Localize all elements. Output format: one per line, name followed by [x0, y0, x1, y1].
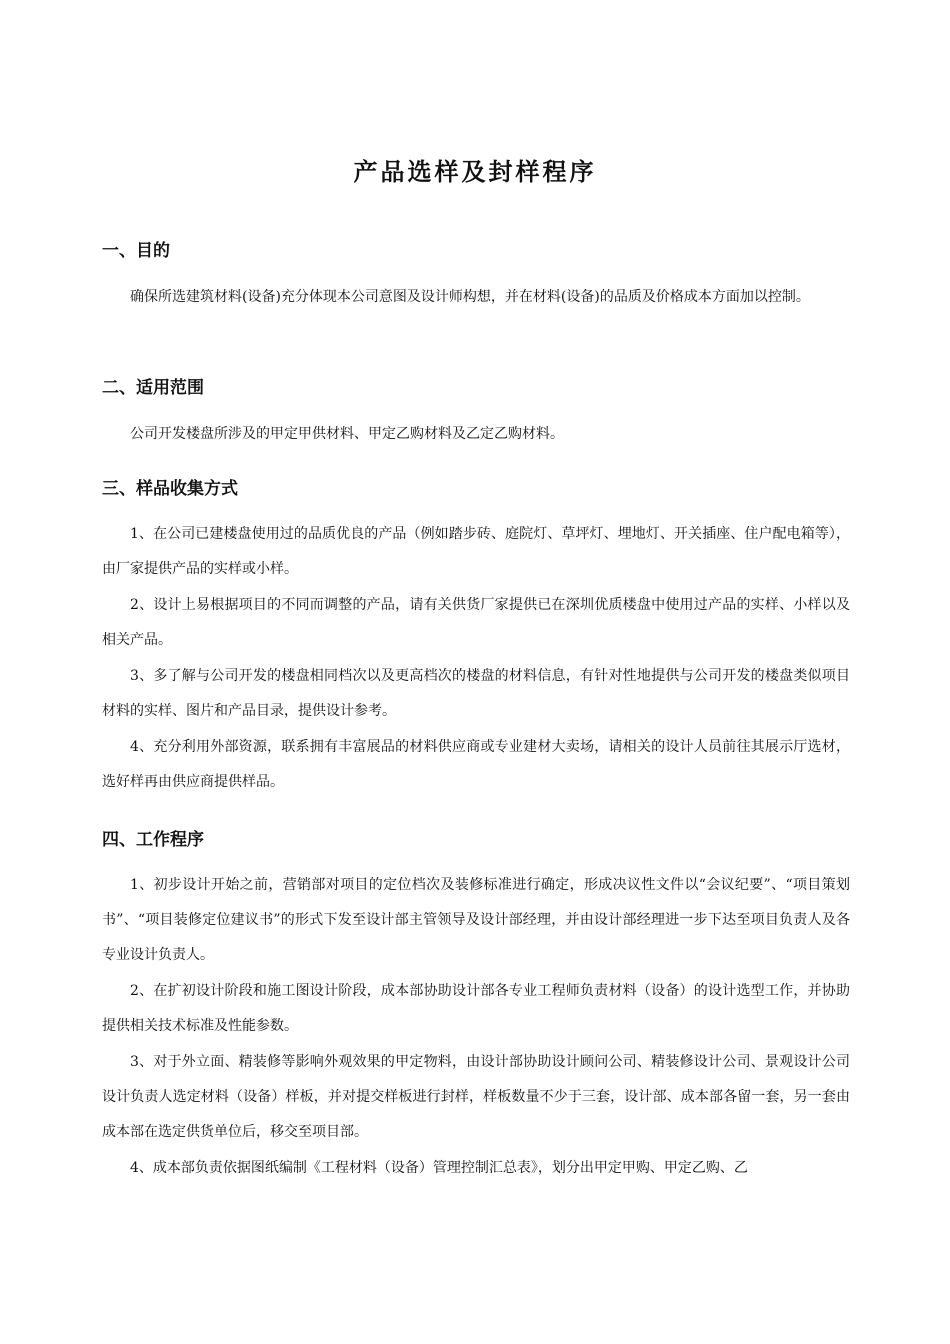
section-paragraph: 1、在公司已建楼盘使用过的品质优良的产品（例如踏步砖、庭院灯、草坪灯、埋地灯、开关插座、住户配电箱等），由厂家提供产品的实样或小样。 — [102, 526, 850, 577]
section-paragraph: 确保所选建筑材料(设备)充分体现本公司意图及设计师构想，并在材料(设备)的品质及价格成本方面加以控制。 — [130, 289, 810, 305]
section-paragraph: 4、成本部负责依据图纸编制《工程材料（设备）管理控制汇总表》，划分出甲定甲购、甲定乙购、乙 — [130, 1160, 748, 1176]
section-paragraph: 2、在扩初设计阶段和施工图设计阶段，成本部协助设计部各专业工程师负责材料（设备）的设计选型工作，并协助提供相关技术标准及性能参数。 — [102, 983, 850, 1034]
section-paragraph: 公司开发楼盘所涉及的甲定甲供材料、甲定乙购材料及乙定乙购材料。 — [130, 426, 564, 442]
section-heading-work-procedure: 四、工作程序 — [102, 830, 204, 850]
section-paragraph: 1、初步设计开始之前，营销部对项目的定位档次及装修标准进行确定，形成决议性文件以“会议纪要”、“项目策划书”、“项目装修定位建议书”的形式下发至设计部主管领导及设计部经理，并由设计部经理进一步下达至项目负责人及各专业设计负责人。 — [102, 877, 850, 963]
section-heading-sample-collection: 三、样品收集方式 — [102, 479, 238, 499]
section-paragraph: 3、多了解与公司开发的楼盘相同档次以及更高档次的楼盘的材料信息，有针对性地提供与公司开发的楼盘类似项目材料的实样、图片和产品目录，提供设计参考。 — [102, 668, 850, 719]
document-title: 产品选样及封样程序 — [353, 158, 597, 186]
section-heading-purpose: 一、目的 — [102, 241, 170, 261]
section-heading-scope: 二、适用范围 — [102, 378, 204, 398]
section-paragraph: 4、充分利用外部资源，联系拥有丰富展品的材料供应商或专业建材大卖场，请相关的设计人员前往其展示厅选材，选好样再由供应商提供样品。 — [102, 739, 850, 790]
section-paragraph: 3、对于外立面、精装修等影响外观效果的甲定物料，由设计部协助设计顾问公司、精装修设计公司、景观设计公司设计负责人选定材料（设备）样板，并对提交样板进行封样，样板数量不少于三套，设计部、成本部各留一套，另一套由成本部在选定供货单位后，移交至项目部。 — [102, 1054, 850, 1140]
section-paragraph: 2、设计上易根据项目的不同而调整的产品，请有关供货厂家提供已在深圳优质楼盘中使用过产品的实样、小样以及相关产品。 — [102, 597, 850, 648]
